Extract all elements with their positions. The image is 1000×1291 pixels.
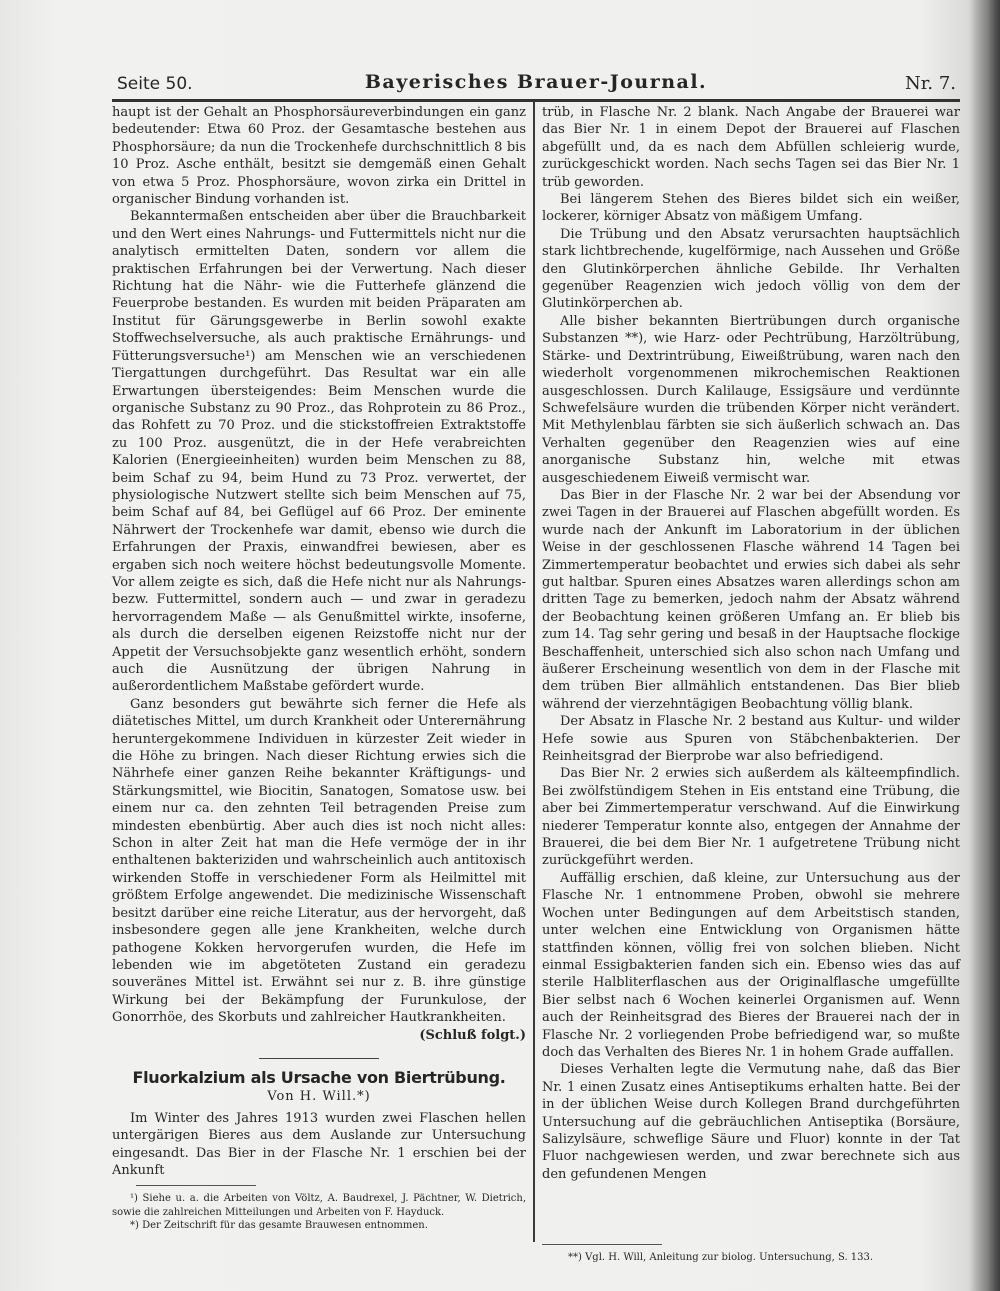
footnote: **) Vgl. H. Will, Anleitung zur biolog. Untersuchung, S. 133. bbox=[568, 1252, 874, 1263]
paragraph: trüb, in Flasche Nr. 2 blank. Nach Angabe der Brauerei war das Bier Nr. 1 in einem Depot der Brauerei auf Flaschen abgefüllt und, da es nach dem Abfüllen schleierig wurde, zurückgeschickt worden. Nach sechs Tagen sei das Bier Nr. 1 trüb geworden. bbox=[542, 105, 960, 190]
page-number: Seite 50. bbox=[117, 74, 193, 94]
footnote-rule bbox=[136, 1185, 256, 1186]
paragraph: Das Bier Nr. 2 erwies sich außerdem als kälteempfindlich. Bei zwölfstündigem Stehen in Eis entstand eine Trübung, die aber bei Zimmertemperatur verschwand. Auf die Einwirkung niederer Temperatur konnte also, entgegen der Annahme der Brauerei, die bei dem Bier Nr. 1 aufgetretene Trübung nicht zurückgeführt werden. bbox=[542, 766, 960, 869]
column-divider bbox=[533, 102, 535, 1242]
paragraph: Alle bisher bekannten Biertrübungen durch organische Substanzen **), wie Harz- oder Pechtrübung, Harzöltrübung, Stärke- und Dextrintrübung, Eiweißtrübung, waren nach den wiederholt vorgenommenen mikrochemischen Reaktionen ausgeschlossen. Durch Kalilauge, Essigsäure und verdünnte Schwefelsäure wurden die trübenden Körper nicht verändert. Mit Methylenblau färbten sie sich äußerlich schwach an. Das Verhalten gegenüber den Reagenzien wies auf eine anorganische Substanz hin, welche mit etwas ausgeschiedenem Eiweiß vermischt war. bbox=[542, 313, 960, 486]
paragraph: Bei längerem Stehen des Bieres bildet sich ein weißer, lockerer, körniger Absatz von mäßigem Umfang. bbox=[542, 192, 960, 225]
paragraph: haupt ist der Gehalt an Phosphorsäureverbindungen ein ganz bedeutender: Etwa 60 Proz. der Gesamtasche bestehen aus Phosphorsäure; da nun die Trockenhefe durchschnittlich 8 bis 10 Proz. Asche enthält, besitzt sie demgemäß einen Gehalt von etwa 5 Proz. Phosphorsäure, wovon zirka ein Drittel in organischer Bindung vorhanden ist. bbox=[112, 105, 526, 208]
header-rule bbox=[112, 99, 960, 102]
paragraph: Bekanntermaßen entscheiden aber über die Brauchbarkeit und den Wert eines Nahrungs- und Futtermittels nicht nur die analytisch ermittelten Daten, sondern vor allem die praktischen Erfahrungen bei der Verwertung. Nach dieser Richtung hat die Nähr- wie die Futterhefe glänzend die Feuerprobe bestanden. Es wurden mit beiden Präparaten am Institut für Gärungsgewerbe in Berlin sowohl exakte Stoffwechselversuche, als auch praktische Ernährungs- und Fütterungsversuche¹) am Menschen wie an verschiedenen Tiergattungen durchgeführt. Das Resultat war ein alle Erwartungen übersteigendes: Beim Menschen wurde die organische Substanz zu 90 Proz., das Rohprotein zu 86 Proz., das Rohfett zu 70 Proz. und die stickstoffreien Extraktstoffe zu 100 Proz. ausgenützt, die in der Hefe verabreichten Kalorien (Energieeinheiten) wurden beim Menschen zu 88, beim Schaf zu 94, beim Hund zu 73 Proz. verwertet, der physiologische Nutzwert stellte sich beim Menschen auf 75, beim Schaf auf 84, bei Geflügel auf 66 Proz. Der eminente Nährwert der Trockenhefe war damit, ebenso wie durch die Erfahrungen der Praxis, einwandfrei bewiesen, aber es ergaben sich noch weitere höchst bedeutungsvolle Momente. Vor allem zeigte es sich, daß die Hefe nicht nur als Nahrungs- bezw. Futtermittel, sondern auch — und zwar in geradezu hervorragendem Maße — als Genußmittel wirkte, insoferne, als durch die derselben eigenen Reizstoffe nicht nur der Appetit der Versuchsobjekte ganz wesentlich erhöht, sondern auch die Ausnützung der übrigen Nahrung in außerordentlichem Maßstabe gefördert wurde. bbox=[112, 209, 526, 695]
issue-number: Nr. 7. bbox=[905, 73, 956, 94]
left-column bbox=[112, 104, 526, 1233]
footnote: *) Der Zeitschrift für das gesamte Brauwesen entnommen. bbox=[130, 1220, 428, 1232]
paragraph: Im Winter des Jahres 1913 wurden zwei Flaschen hellen untergärigen Bieres aus dem Auslande zur Untersuchung eingesandt. Das Bier in der Flasche Nr. 1 erschien bei der Ankunft bbox=[112, 1110, 526, 1178]
paragraph: Ganz besonders gut bewährte sich ferner die Hefe als diätetisches Mittel, um durch Krankheit oder Unterernährung heruntergekommene Individuen in kürzester Zeit wieder in die Höhe zu bringen. Nach dieser Richtung erwies sich die Nährhefe einer ganzen Reihe bekannter Kräftigungs- und Stärkungsmittel, wie Biocitin, Sanatogen, Somatose usw. bei einem nur ca. den zehnten Teil betragenden Preise zum mindesten ebenbürtig. Aber auch dies ist noch nicht alles: Schon in alter Zeit hat man die Hefe vermöge der in ihr enthaltenen bakteriziden und wahrscheinlich auch antitoxisch wirkenden Stoffe in verschiedener Form als Heilmittel mit größtem Erfolge angewendet. Die medizinische Wissenschaft besitzt darüber eine reiche Literatur, aus der hervorgeht, daß insbesondere gegen alle jene Krankheiten, welche durch pathogene Kokken hervorgerufen wurden, die Hefe im lebenden wie im abgetöteten Zustand ein geradezu souveränes Mittel ist. Erwähnt sei nur z. B. ihre günstige Wirkung bei der Bekämpfung der Furunkulose, der Gonorrhöe, des Skorbuts und zahlreicher Hautkrankheiten. bbox=[112, 696, 526, 1026]
right-column bbox=[542, 104, 960, 1183]
paragraph: Auffällig erschien, daß kleine, zur Untersuchung aus der Flasche Nr. 1 entnommene Proben, obwohl sie mehrere Wochen unter Bedingungen auf dem Arbeitstisch standen, unter welchen eine Entwicklung von Organismen hätte stattfinden können, völlig frei von solchen blieben. Nicht einmal Essigbakterien fanden sich ein. Ebenso wies das auf sterile Halbliterflaschen aus der Originalflasche umgefüllte Bier selbst nach 6 Wochen keinerlei Organismen auf. Wenn auch der Reinheitsgrad des Bieres der Brauerei nach der in Flasche Nr. 2 vorliegenden Probe befriedigend war, so mußte doch das Verhalten des Bieres Nr. 1 in hohem Grade auffallen. bbox=[542, 870, 960, 1060]
paragraph: Das Bier in der Flasche Nr. 2 war bei der Absendung vor zwei Tagen in der Brauerei auf Flaschen abgefüllt worden. Es wurde nach der Ankunft im Laboratorium in der üblichen Weise in der geschlossenen Flasche während 14 Tagen bei Zimmertemperatur beobachtet und erwies sich dabei als sehr gut haltbar. Spuren eines Absatzes waren allerdings schon am dritten Tage zu bemerken, jedoch nahm der Absatz während der Beobachtung keinen größeren Umfang an. Er blieb bis zum 14. Tag sehr gering und besaß in der Hauptsache flockige Beschaffenheit, unterschied sich also schon nach Umfang und äußerer Erscheinung wesentlich von dem in der Flasche mit dem trüben Bier allmählich entstandenen. Das Bier blieb während der vierzehntägigen Beobachtung völlig blank. bbox=[542, 487, 960, 712]
footnote: ¹) Siehe u. a. die Arbeiten von Völtz, A. Baudrexel, J. Pächtner, W. Dietrich, sowie die zahlreichen Mitteilungen und Arbeiten von F. Hayduck. bbox=[112, 1193, 526, 1218]
right-footnote-block bbox=[542, 1238, 960, 1265]
separator-rule bbox=[259, 1058, 379, 1059]
article-title: Fluorkalzium als Ursache von Biertrübung. bbox=[132, 1067, 506, 1087]
footnote-rule bbox=[542, 1244, 662, 1245]
paragraph: Dieses Verhalten legte die Vermutung nahe, daß das Bier Nr. 1 einen Zusatz eines Antiseptikums erhalten hatte. Bei der in der üblichen Weise durch Kollegen Brand durchgeführten Untersuchung auf die gebräuchlichen Antiseptika (Borsäure, Salizylsäure, schweflige Säure und Fluor) konnte in der Tat Fluor nachgewiesen werden, und zwar berechnete sich aus den gefundenen Mengen bbox=[542, 1062, 960, 1182]
page-edge-shadow bbox=[968, 0, 1000, 1291]
journal-title: Bayerisches Brauer-Journal. bbox=[364, 71, 708, 93]
byline: Von H. Will.*) bbox=[267, 1089, 371, 1105]
signoff: (Schluß folgt.) bbox=[419, 1027, 526, 1043]
page-header bbox=[112, 68, 960, 102]
paragraph: Die Trübung und den Absatz verursachten hauptsächlich stark lichtbrechende, kugelförmige, nach Aussehen und Größe den Glutinkörperchen ähnliche Gebilde. Ihr Verhalten gegenüber Reagenzien wich jedoch völlig von dem der Glutinkörperchen ab. bbox=[542, 226, 960, 312]
paragraph: Der Absatz in Flasche Nr. 2 bestand aus Kultur- und wilder Hefe sowie aus Spuren von Stäbchenbakterien. Der Reinheitsgrad der Bierprobe war also befriedigend. bbox=[542, 714, 960, 765]
